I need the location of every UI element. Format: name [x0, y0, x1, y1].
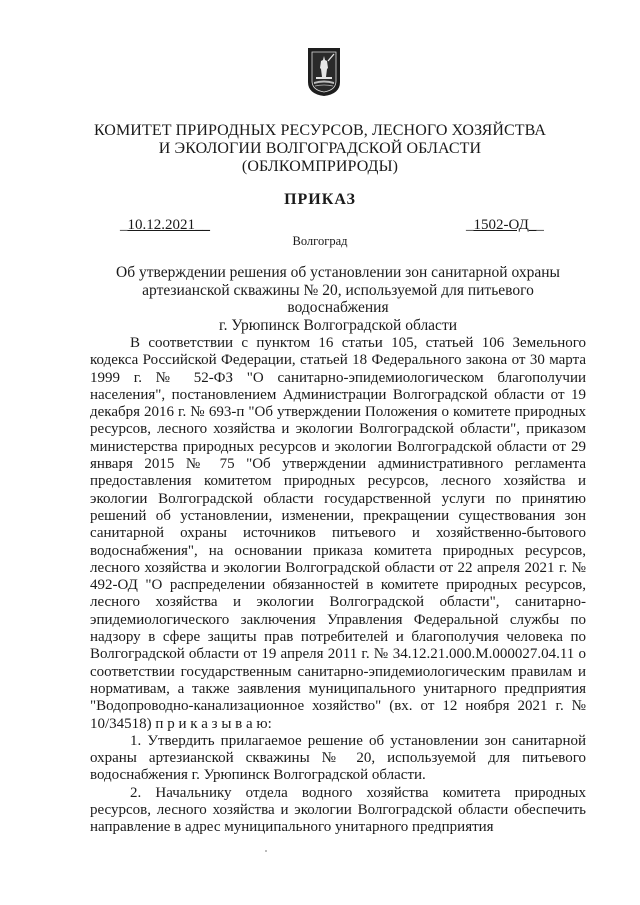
subject-line-2: артезианской скважины № 20, используемой для питьевого водоснабжения: [142, 281, 534, 316]
organization-name-line-2: И ЭКОЛОГИИ ВОЛГОГРАДСКОЙ ОБЛАСТИ: [158, 140, 482, 157]
preamble-paragraph: В соответствии с пунктом 16 статьи 105, статьей 106 Земельного кодекса Российской Федерации, статьей 18 Федерального закона от 30 марта 1999 г. № 52-ФЗ "О санитарно-эпидемиологическом благополучии населения", постановлением Администрации Волгоградской области от 19 декабря 2016 г. № 693-п "Об утверждении Положения о комитете природных ресурсов, лесного хозяйства и экологии Волгоградской области", приказом министерства природных ресурсов и экологии Волгоградской области от 29 января 2015 № 75 "Об утверждении административного регламента предоставления комитетом природных ресурсов, лесного хозяйства и экологии Волгоградской области государственной услуги по принятию решений об установлении, изменении, прекращении существования зон санитарной охраны источников питьевого и хозяйственно-бытового водоснабжения", на основании приказа комитета природных ресурсов, лесного хозяйства и экологии Волгоградской области от 22 апреля 2021 г. № 492-ОД "О распределении обязанностей в комитете природных ресурсов, лесного хозяйства и экологии Волгоградской области", санитарно-эпидемиологического заключения Управления Федеральной службы по надзору в сфере защиты прав потребителей и благополучия человека по Волгоградской области от 19 апреля 2011 г. № 34.12.21.000.М.000027.04.11 о соответствии государственным санитарно-эпидемиологическим правилам и нормативам, а также заявления муниципального унитарного предприятия "Водопроводно-канализационное хозяйство" (вх. от 12 ноября 2021 г. № 10/34518) п р и к а з ы в а ю:: [90, 335, 586, 732]
order-body: [90, 335, 586, 837]
subject-line-1: Об утверждении решения об установлении зон санитарной охраны: [116, 264, 560, 281]
order-date-field: _10.12.2021__: [120, 217, 210, 233]
order-date: 10.12.2021: [127, 217, 195, 233]
order-subject: [90, 264, 586, 334]
order-item-1: 1. Утвердить прилагаемое решение об установлении зон санитарной охраны артезианской скважины № 20, используемой для питьевого водоснабжения г. Урюпинск Волгоградской области.: [90, 732, 586, 784]
volgograd-coat-of-arms-icon: [306, 46, 342, 98]
order-item-2: 2. Начальнику отдела водного хозяйства комитета природных ресурсов, лесного хозяйства и экологии Волгоградской области обеспечить направление в адрес муниципального унитарного предприятия: [90, 784, 586, 836]
order-number: 1502-ОД: [473, 217, 529, 233]
organization-short-name: (ОБЛКОМПРИРОДЫ): [241, 158, 399, 175]
subject-line-3: г. Урюпинск Волгоградской области: [218, 316, 458, 334]
document-title: ПРИКАЗ: [284, 191, 356, 208]
organization-name-line-1: КОМИТЕТ ПРИРОДНЫХ РЕСУРСОВ, ЛЕСНОГО ХОЗЯЙСТВА: [93, 122, 547, 139]
scan-dot: [265, 850, 267, 852]
issue-city: Волгоград: [292, 234, 348, 248]
order-number-field: _1502-ОД__: [466, 217, 544, 233]
